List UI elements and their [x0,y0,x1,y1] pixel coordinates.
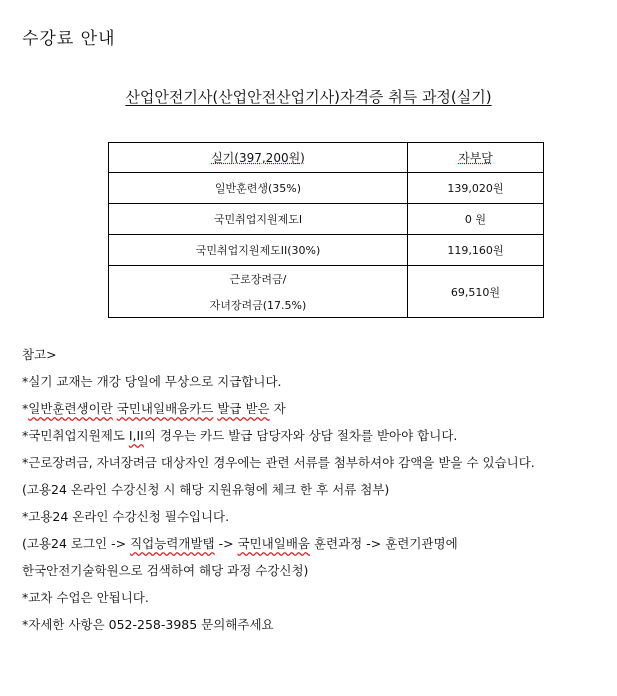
note-text: (고용24 로그인 -> [22,536,131,551]
row-label: 국민취업지원제도II(30%) [109,235,408,266]
table-row [109,235,544,266]
note-text: 일반훈련생이란 [28,401,113,416]
row-value: 119,160원 [407,235,543,266]
note-online-required: *고용24 온라인 수강신청 필수입니다. [22,509,230,524]
note-text: * [22,401,29,416]
page-heading: 수강료 안내 [22,29,116,49]
row-value: 139,020원 [407,173,543,204]
row-label [109,266,408,318]
table-row [109,173,544,204]
header-practical-fee: 실기(397,200원) [109,143,408,173]
note-textbook: *실기 교재는 개강 당일에 무상으로 지급합니다. [22,374,282,389]
row-value: 0 원 [407,204,543,235]
course-title: 산업안전기사(산업안전산업기사)자격증 취득 과정(실기) [125,88,492,106]
note-search-institute: 한국안전기술학원으로 검색하여 해당 과정 수강신청) [22,563,309,578]
note-text: 국민내일배움 [237,536,310,551]
note-text: *국민취업지원제도 [22,428,129,443]
note-text: 자 [269,401,286,416]
notes-section [22,345,612,642]
note-text: 발급 받은 [217,401,270,416]
note-text: 직업능력개발탭 [130,536,215,551]
fee-table [108,142,544,318]
note-general-trainee [22,399,612,426]
notes-title: 참고> [22,347,57,362]
table-row [109,204,544,235]
row-label-line1: 근로장려금/ [229,272,287,286]
note-employment-support [22,426,612,453]
table-header-row [109,143,544,173]
row-label: 국민취업지원제도I [109,204,408,235]
row-value: 69,510원 [407,266,543,318]
header-self-pay: 자부담 [407,143,543,173]
row-label: 일반훈련생(35%) [109,173,408,204]
note-no-cross-class: *교차 수업은 안됩니다. [22,590,149,605]
table-row [109,266,544,318]
note-incentive-detail: (고용24 온라인 수강신청 시 해당 지원유형에 체크 한 후 서류 첨부) [22,482,390,497]
note-text: -> [214,536,238,551]
note-contact: *자세한 사항은 052-258-3985 문의해주세요 [22,617,274,632]
note-text: 국민내일배움카드 [116,401,214,416]
note-login-steps [22,534,612,561]
row-label-line2: 자녀장려금(17.5%) [209,298,307,312]
note-text: 훈련과정 -> 훈련기관명에 [309,536,458,551]
note-text: 의 경우는 카드 발급 담당자와 상담 절차를 받아야 합니다. [143,428,458,443]
note-incentive: *근로장려금, 자녀장려금 대상자인 경우에는 관련 서류를 첨부하셔야 감액을 받을 수 있습니다. [22,455,535,470]
note-text: I,II [128,428,144,443]
